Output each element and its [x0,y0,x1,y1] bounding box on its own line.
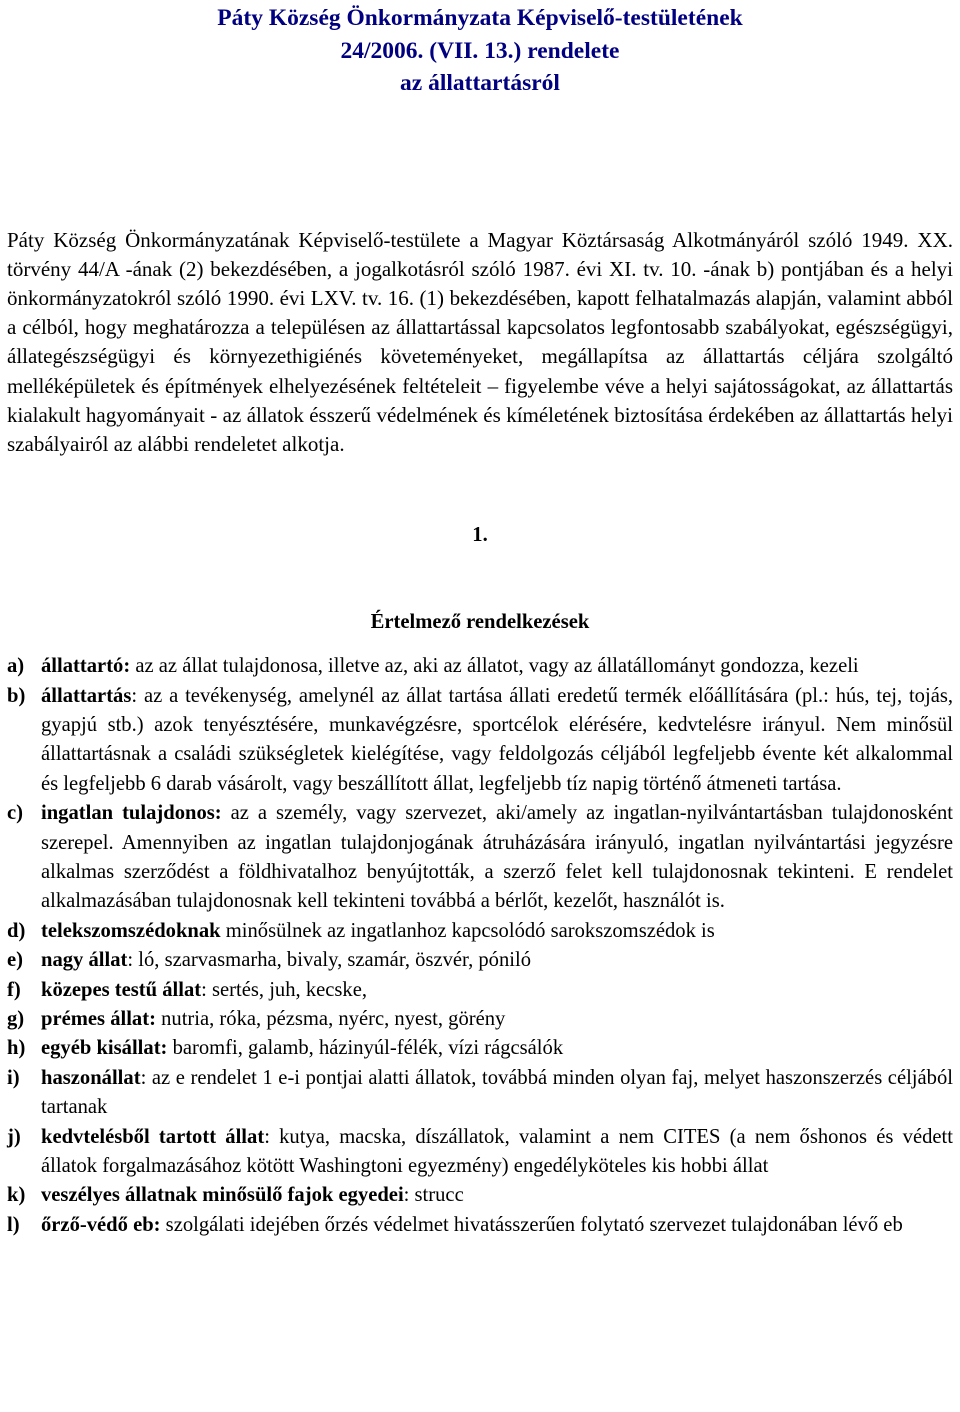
definition-item [7,976,953,1005]
definition-text: nutria, róka, pézsma, nyérc, nyest, görény [155,1008,506,1030]
definition-term: telekszomszédoknak [41,919,221,942]
definition-item [7,946,953,975]
definition-term: nagy állat [41,949,128,972]
definition-text: : strucc [403,1184,464,1207]
definition-term: prémes állat: [41,1008,156,1030]
definition-term: haszonállat [41,1066,141,1089]
definition-item [7,917,953,946]
section-number: 1. [472,524,488,547]
definition-label: a) [7,655,25,678]
title-line-2: 24/2006. (VII. 13.) rendelete [340,37,620,64]
definition-label: b) [7,684,26,707]
document-title [7,0,953,100]
definition-item [7,799,953,917]
definition-label: i) [7,1066,20,1089]
definition-text: : ló, szarvasmarha, bivaly, szamár, öszvér, póniló [127,949,531,972]
definitions-list [7,652,953,1240]
definition-text: : az a tevékenység, amelynél az állat tartása állati eredetű termék előállítására (pl.: hús, tej, tojás, gyapjú stb.) azok tenyésztésére, munkavégzésre, sportcélok elérésére, kedvtelésre irányul. Nem minősül állattartásnak a családi szükségletek kielégítése, vagy feldolgozás céljából legfeljebb évente két alkalommal és legfeljebb 6 darab vásárolt, vagy beszállított állat, legfeljebb tíz napig történő átmeneti tartása. [41,684,953,795]
section-title: Értelmező rendelkezések [370,611,590,634]
definition-label: h) [7,1037,26,1060]
definition-item [7,682,953,800]
definition-term: állattartó: [41,655,131,678]
definition-term: közepes testű állat [41,978,202,1001]
definition-label: e) [7,949,23,972]
definition-item [7,1005,953,1034]
definition-item [7,1064,953,1123]
definition-label: c) [7,802,23,825]
definition-text: : sertés, juh, kecske, [201,978,368,1001]
definition-term: egyéb kisállat: [41,1037,168,1060]
definition-label: g) [7,1008,25,1030]
definition-text: az az állat tulajdonosa, illetve az, aki az állatot, vagy az állatállományt gondozza, kezeli [130,655,859,678]
definition-label: l) [7,1213,20,1236]
definition-term: őrző-védő eb: [41,1213,161,1236]
definition-item [7,1034,953,1063]
definition-text: baromfi, galamb, házinyúl-félék, vízi rágcsálók [167,1037,564,1060]
definition-label: k) [7,1184,26,1207]
definition-item [7,1123,953,1182]
definition-item [7,1181,953,1210]
definition-text: szolgálati idejében őrzés védelmet hivatásszerűen folytató szervezet tulajdonában lévő eb [160,1213,903,1236]
definition-text: az a személy, vagy szervezet, aki/amely az ingatlan-nyilvántartásban tulajdonosként szerepel. Amennyiben az ingatlan tulajdonjogának átruházására irányuló, ingatlan nyilvántartási jegyzésre alkalmas szerződést a földhivatalhoz benyújtották, a szerző felet kell tulajdonosnak tekinteni. E rendelet alkalmazásában tulajdonosnak kell tekinteni továbbá a bérlőt, kezelőt, használót is. [41,802,953,913]
definition-term: ingatlan tulajdonos: [41,802,222,825]
preamble-paragraph: Páty Község Önkormányzatának Képviselő-testülete a Magyar Köztársaság Alkotmányáról szóló 1949. XX. törvény 44/A -ának (2) bekezdésében, a jogalkotásról szóló 1987. évi XI. tv. 10. -ának b) pontjában és a helyi önkormányzatokról szóló 1990. évi LXV. tv. 16. (1) bekezdésében, kapott felhatalmazás alapján, valamint abból a célból, hogy meghatározza a településen az állattartással kapcsolatos legfontosabb szabályokat, egészségügyi, állategészségügyi és környezethigiénés követeményeket, megállapítsa az állattartás céljára szolgáltó melléképületek és építmények elhelyezésének feltételeit – figyelembe véve a helyi sajátosságokat, az állattartás kialakult hagyományait - az állatok ésszerű védelmének és kíméletének biztosítása érdekében az állattartás helyi szabályairól az alábbi rendeletet alkotja. [7,227,953,456]
definition-term: veszélyes állatnak minősülő fajok egyedei [41,1184,404,1207]
definition-item [7,652,953,681]
definition-item [7,1211,953,1240]
definition-label: d) [7,919,26,942]
definition-term: kedvtelésből tartott állat [41,1125,265,1148]
definition-term: állattartás [41,684,132,707]
definition-text: minősülnek az ingatlanhoz kapcsolódó sarokszomszédok is [220,919,715,942]
definition-label: f) [7,978,21,1001]
definition-text: : kutya, macska, díszállatok, valamint a nem CITES (a nem őshonos és védett állatok forgalmazásához kötött Washingtoni egyezmény) engedélyköteles kis hobbi állat [41,1125,953,1178]
title-line-1: Páty Község Önkormányzata Képviselő-testületének [217,5,743,31]
title-line-3: az állattartásról [400,70,560,96]
definition-text: : az e rendelet 1 e-i pontjai alatti állatok, továbbá minden olyan faj, melyet haszonszerzés céljából tartanak [41,1066,953,1119]
definition-label: j) [7,1125,21,1148]
